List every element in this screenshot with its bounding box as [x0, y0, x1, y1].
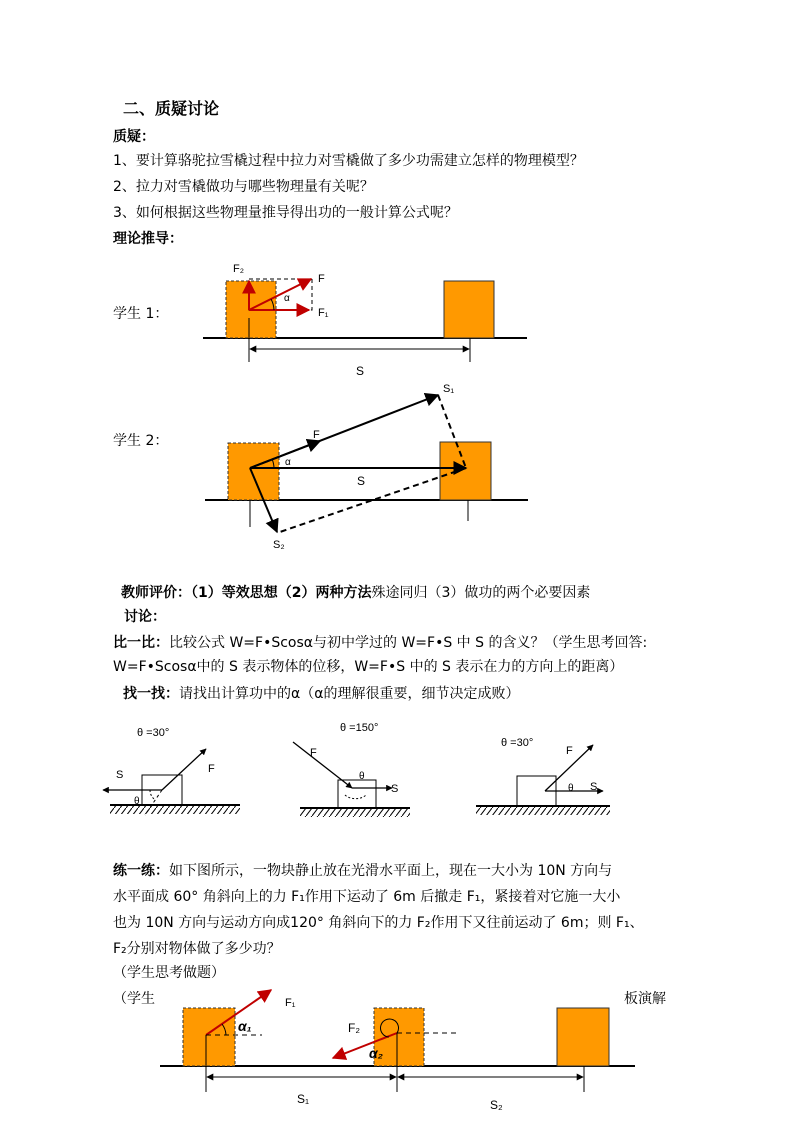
label-S1: S₁: [443, 383, 455, 395]
practice-line-2: 水平面成 60° 角斜向上的力 F₁作用下运动了 6m 后撤走 F₁，紧接着对它施一大小: [113, 889, 621, 905]
label-S2: S₂: [273, 539, 285, 551]
alpha-diagram-1: [103, 727, 240, 815]
label-S: S: [391, 783, 399, 795]
label-F1: F₁: [318, 307, 329, 319]
label-theta: θ: [568, 783, 574, 794]
question-title: 质疑：: [113, 129, 155, 145]
find-alpha-diagrams: [103, 722, 610, 817]
student1-diagram: [203, 263, 527, 378]
label-F: F: [313, 429, 320, 441]
label-S: S: [357, 474, 366, 488]
question-2: 2、拉力对雪橇做功与哪些物理量有关呢？: [113, 179, 374, 195]
practice-diagram: [160, 990, 635, 1112]
label-theta: θ: [359, 771, 365, 782]
compare-line-1: [113, 634, 647, 652]
derivation-title: 理论推导：: [113, 231, 183, 247]
block-end: [444, 281, 494, 338]
alpha-diagram-3: [476, 737, 610, 815]
find-text: 请找出计算功中的α（α的理解很重要，细节决定成败）: [179, 686, 520, 702]
student1-label: 学生 1：: [113, 306, 169, 322]
block-end: [440, 442, 491, 500]
label-F: F: [318, 273, 325, 285]
practice-note-1: （学生思考做题）: [113, 965, 225, 981]
label-S1: S₁: [297, 1092, 310, 1106]
label-theta: θ: [134, 796, 140, 807]
find-line: [123, 685, 519, 703]
theta-label: θ =150°: [340, 722, 379, 734]
compare-line-2: W=F•Scosα中的 S 表示物体的位移，W=F•S 中的 S 表示在力的方向上的距离）: [113, 659, 624, 675]
label-S: S: [356, 364, 365, 378]
label-F2: F₂: [348, 1021, 360, 1035]
practice-text-1: 如下图所示，一物块静止放在光滑水平面上，现在一大小为 10N 方向与: [169, 863, 613, 879]
theta-label: θ =30°: [501, 737, 534, 749]
evaluation-bold: （1）等效思想（2）两种方法: [191, 585, 372, 601]
practice-line-4: F₂分别对物体做了多少功？: [113, 941, 281, 957]
arrow-F: [293, 742, 352, 788]
label-F2: F₂: [233, 263, 244, 275]
evaluation-rest: 殊途同归（3）做功的两个必要因素: [371, 585, 591, 601]
label-alpha2: α₂: [369, 1045, 384, 1061]
practice-note-2-left: （学生: [113, 991, 155, 1007]
practice-label: 练一练：: [113, 863, 169, 879]
block-1: [183, 1008, 235, 1066]
label-alpha: α: [284, 293, 290, 304]
student2-diagram: [205, 383, 528, 551]
question-3: 3、如何根据这些物理量推导得出功的一般计算公式呢？: [113, 205, 458, 221]
label-F: F: [310, 747, 317, 759]
angle-arc: [150, 790, 154, 799]
label-F: F: [566, 745, 573, 757]
practice-note-2-right: 板演解: [624, 991, 666, 1007]
compare-label: 比一比：: [113, 635, 169, 651]
block: [338, 780, 376, 808]
ground-hatch: [300, 808, 410, 817]
label-F1: F₁: [285, 997, 296, 1009]
find-label: 找一找：: [123, 686, 179, 702]
discussion-label: 讨论：: [124, 609, 166, 625]
practice-line-3: 也为 10N 方向与运动方向成120° 角斜向下的力 F₂作用下又往前运动了 6m；则 F₁、: [113, 915, 644, 931]
question-1: 1、要计算骆驼拉雪橇过程中拉力对雪橇做了多少功需建立怎样的物理模型？: [113, 153, 584, 169]
label-S: S: [116, 769, 124, 781]
section-heading: 二、质疑讨论: [123, 99, 220, 118]
ground-hatch: [110, 805, 240, 814]
block-start: [228, 443, 279, 500]
ground-hatch: [476, 806, 610, 815]
label-S: S: [590, 781, 598, 793]
compare-text-1: 比较公式 W=F•Scosα与初中学过的 W=F•S 中 S 的含义？（学生思考回答:: [169, 635, 648, 651]
student2-label: 学生 2：: [113, 433, 169, 449]
block-3: [557, 1008, 609, 1066]
practice-line-1: [113, 862, 612, 880]
angle-arc: [345, 795, 366, 799]
label-F: F: [208, 763, 215, 775]
label-alpha1: α₁: [238, 1018, 252, 1034]
label-S2: S₂: [490, 1098, 503, 1112]
teacher-evaluation: [121, 584, 590, 602]
evaluation-label: 教师评价：: [121, 585, 191, 601]
label-alpha: α: [285, 457, 291, 468]
theta-label: θ =30°: [137, 727, 170, 739]
alpha-diagram-2: [293, 722, 410, 817]
arrow-F: [162, 749, 206, 790]
